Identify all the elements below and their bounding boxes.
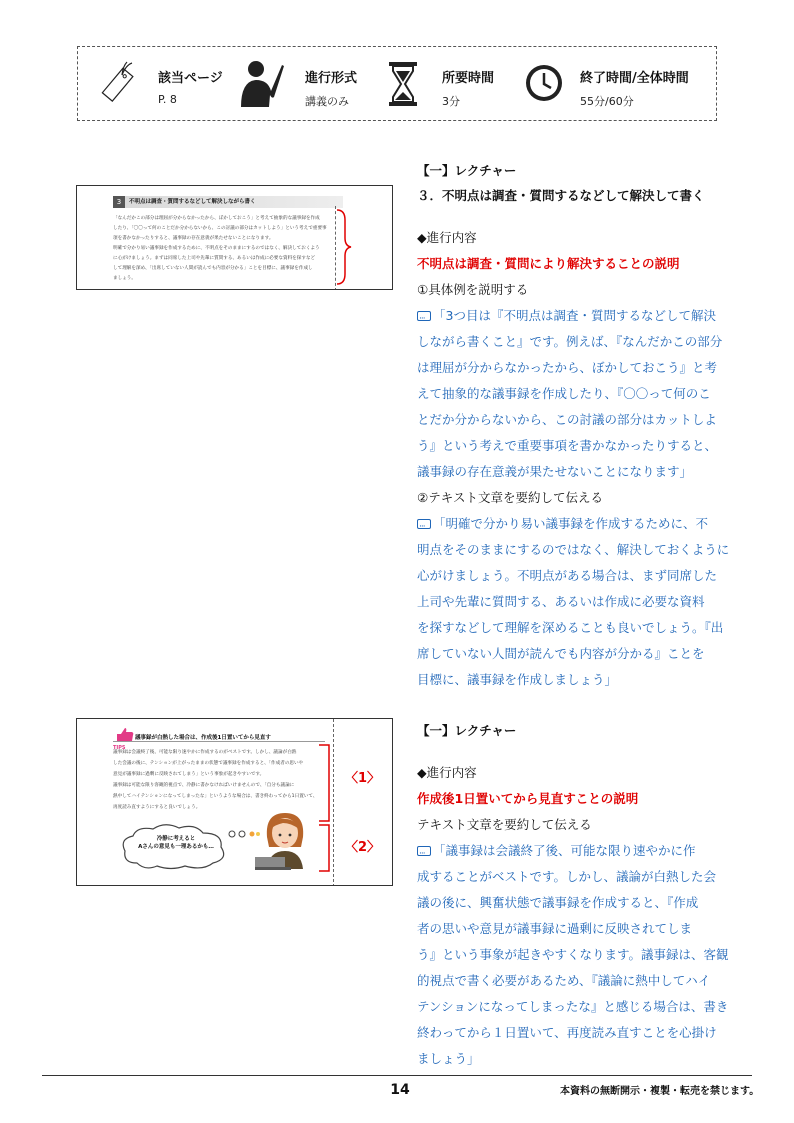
quote-line: 席していない人間が読んでも内容が分かる』ことを (417, 646, 705, 661)
quote-line: 議事録の存在意義が果たせないことになります」 (417, 464, 693, 479)
quote-line: テンションになってしまったな』と感じる場合は、書き (417, 999, 729, 1014)
section-1-progress-label: ◆進行内容 (417, 230, 477, 245)
quote-line: 成することがベストです。しかし、議論が白熱した会 (417, 869, 717, 884)
page-label: 該当ページ (158, 71, 223, 86)
red-brackets (317, 743, 331, 873)
quote-line: ···「明確で分かり易い議事録を作成するために、不 (417, 511, 727, 537)
quote-line: う』という考えで重要事項を書かなかったりすると、 (417, 438, 718, 453)
thumb-text-line: 「なんだかこの部分は理屈が分からなかったから、ぼかしておこう」と考えて抽象的な議事録を作成 (113, 216, 320, 221)
section-1-quote-1 (417, 303, 727, 485)
copyright-notice: 本資料の無断開示・複製・転売を禁じます。 (560, 1086, 760, 1097)
format-label: 進行形式 (305, 71, 358, 86)
page-number: 14 (390, 1082, 410, 1098)
thumb-text-line: 議事録は会議終了後、可能な限り速やかに作成するのがベストです。しかし、議論が白熱 (113, 750, 297, 755)
time-value: 3分 (442, 95, 460, 108)
speech-bubble-icon (417, 311, 431, 321)
quote-line: 目標に、議事録を作成しましょう」 (417, 672, 618, 687)
page-value: P. 8 (158, 93, 177, 106)
end-value: 55分/60分 (580, 95, 634, 108)
section-1-heading: 【一】レクチャー (417, 163, 517, 178)
hourglass-icon (386, 61, 420, 107)
format-value: 講義のみ (305, 95, 349, 108)
thumb-text-line: 意見が議事録に過剰に反映されてしまう」という事象が起きやすいです。 (113, 772, 265, 777)
quote-line: しながら書くこと』です。例えば、『なんだかこの部分 (417, 334, 723, 349)
quote-line: を探すなどして理解を深めることも良いでしょう。『出 (417, 620, 724, 635)
thumb-text-line: した会議の後に、テンションが上がったままの状態で議事録を作成すると、「作成者の思いや (113, 761, 304, 766)
quote-line: う』という事象が起きやすくなります。議事録は、客観 (417, 947, 729, 962)
cloud-text-line-1: 冷静に考えると (156, 836, 196, 842)
section-2-heading: 【一】レクチャー (417, 723, 517, 738)
cloud-text-line-2: Aさんの意見も一理あるかも… (138, 844, 214, 850)
tips-label: TIPS (113, 745, 126, 751)
section-2-progress-label: ◆進行内容 (417, 765, 477, 780)
marker-1: 〈1〉 (345, 771, 381, 786)
section-1-quote-2 (417, 511, 730, 693)
quote-line: えて抽象的な議事録を作成したり、『〇〇って何のこ (417, 386, 711, 401)
quote-line: 終わってから１日置いて、再度読み直すことを心掛け (417, 1025, 717, 1040)
section-1-step-1: ①具体例を説明する (417, 282, 529, 297)
marker-2: 〈2〉 (345, 840, 381, 855)
thumb-title: 不明点は調査・質問するなどして解決しながら書く (129, 199, 256, 205)
session-info-box (77, 46, 717, 121)
quote-line: 明点をそのままにするのではなく、解決しておくように (417, 542, 730, 557)
section-1 (417, 158, 730, 693)
end-label: 終了時間/全体時間 (580, 71, 689, 86)
textbook-thumbnail-2 (76, 718, 393, 886)
cloud-text (131, 835, 221, 851)
thumb-2-body (113, 747, 325, 813)
time-label: 所要時間 (442, 71, 495, 86)
section-1-subheading: ３．不明点は調査・質問するなどして解決して書く (417, 188, 705, 203)
tag-icon (96, 61, 140, 109)
clock-icon (524, 63, 564, 103)
quote-line: ···「議事録は会議終了後、可能な限り速やかに作 (417, 838, 727, 864)
thumb-2-rule (113, 741, 325, 742)
thumb-text-line: 議事録は可能な限り客観的視点で、冷静に書かなければいけませんので、「自分も議論に (113, 783, 295, 788)
thumb-2-divider (333, 719, 334, 886)
quote-line: は理屈が分からなかったから、ぼかしておこう』と考 (417, 360, 718, 375)
footer-rule (42, 1075, 752, 1076)
red-brace-icon (335, 208, 353, 286)
quote-line: とだか分からないから、この討議の部分はカットしよ (417, 412, 717, 427)
quote-line: 心がけましょう。不明点がある場合は、まず同席した (417, 568, 718, 583)
thumb-text-line: して理解を深め、「出席していない人間が読んでも内容が分かる」ことを目標に、議事録を作成し (113, 266, 313, 271)
quote-line: ···「3つ目は『不明点は調査・質問するなどして解決 (417, 303, 727, 329)
thumb-text-line: 明確で分かり易い議事録を作成するために、不明点をそのままにするのではなく、解決しておくよう (113, 246, 320, 251)
thumb-body (113, 214, 337, 284)
thumb-2-title: 議事録が白熱した場合は、作成後1日置いてから見直す (135, 735, 271, 741)
section-2-quote (417, 838, 727, 1072)
thumb-text-line: 再度読み直すようにすると良いでしょう。 (113, 805, 201, 810)
speech-bubble-icon (417, 519, 431, 529)
section-1-objective: 不明点は調査・質問により解決することの説明 (417, 256, 680, 271)
quote-line: 的視点で書く必要があるため、『議論に熱中してハイ (417, 973, 711, 988)
woman-at-laptop-illustration (255, 811, 317, 871)
quote-line: 上司や先輩に質問する、あるいは作成に必要な資料 (417, 594, 705, 609)
section-2 (417, 718, 727, 1072)
speech-bubble-icon (417, 846, 431, 856)
quote-line: 議の後に、興奮状態で議事録を作成すると、『作成 (417, 895, 699, 910)
lecturer-icon (238, 59, 290, 109)
quote-line: ましょう」 (417, 1051, 480, 1066)
section-2-step: テキスト文章を要約して伝える (417, 817, 592, 832)
textbook-thumbnail-1 (76, 185, 393, 290)
thumb-text-line: ましょう。 (113, 276, 136, 281)
quote-line: 者の思いや意見が議事録に過剰に反映されてしま (417, 921, 693, 936)
thumb-number: 3 (113, 196, 125, 208)
thumb-text-line: 項を書かなかったりすると、議事録の存在意義が果たせないことになります。 (113, 236, 274, 241)
section-2-objective: 作成後1日置いてから見直すことの説明 (417, 791, 639, 806)
section-1-step-2: ②テキスト文章を要約して伝える (417, 490, 603, 505)
thumb-text-line: に心がけましょう。まずは同席した上司や先輩に質問する、あるいは作成に必要な資料を探すなど (113, 256, 316, 261)
thumb-text-line: したり、「〇〇って何のことだか分からないから、この討議の部分はカットしよう」という考えで重要事 (113, 226, 327, 231)
thumb-text-line: 熱中してハイテンションになってしまったな」というような場合は、書き終わってから1日置いて、 (113, 794, 318, 799)
